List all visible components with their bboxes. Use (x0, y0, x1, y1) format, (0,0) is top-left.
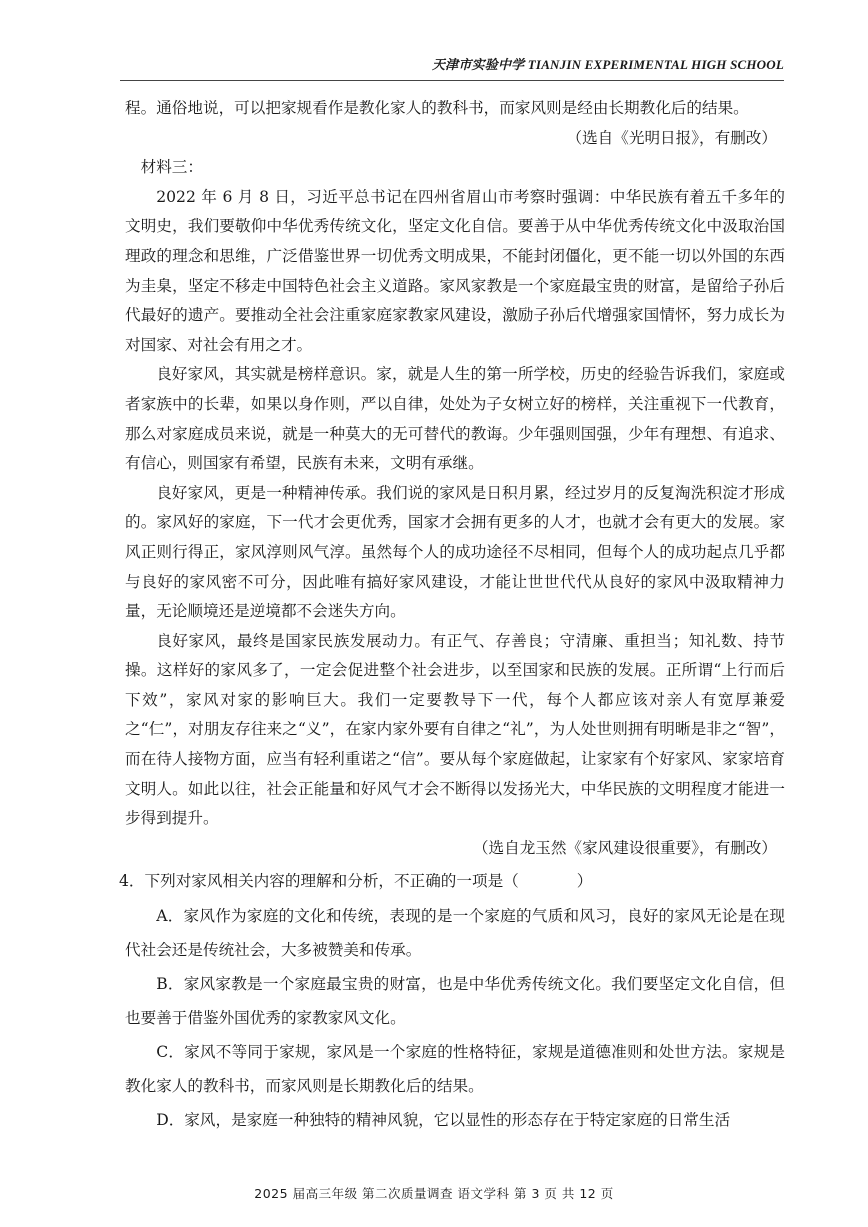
question-4-stem (119, 867, 785, 897)
option-a: A．家风作为家庭的文化和传统，表现的是一个家庭的气质和风习，良好的家风无论是在现代社会还是传统社会，大多被赞美和传承。 (125, 907, 785, 960)
header-divider (120, 80, 784, 81)
question-close: ） (576, 872, 593, 891)
material-3-label: 材料三： (140, 158, 203, 177)
question-text: 下列对家风相关内容的理解和分析，不正确的一项是（ (144, 872, 519, 891)
source-citation-1: （选自《光明日报》，有删改） (566, 128, 777, 147)
paragraph-2: 良好家风，其实就是榜样意识。家，就是人生的第一所学校，历史的经验告诉我们，家庭或者家族中的长辈，如果以身作则，严以自律，处处为子女树立好的榜样，关注重视下一代教育，那么对家庭成员来说，就是一种莫大的无可替代的教诲。少年强则国强，少年有理想、有追求、有信心，则国家有希望，民族有未来，文明有承继。 (125, 365, 785, 473)
passage-continuation: 程。通俗地说，可以把家规看作是教化家人的教科书，而家风则是经由长期教化后的结果。 (125, 99, 749, 117)
option-b: B．家风家教是一个家庭最宝贵的财富，也是中华优秀传统文化。我们要坚定文化自信，但也要善于借鉴外国优秀的家教家风文化。 (125, 975, 785, 1028)
paragraph-4: 良好家风，最终是国家民族发展动力。有正气、存善良；守清廉、重担当；知礼数、持节操。这样好的家风多了，一定会促进整个社会进步，以至国家和民族的发展。正所谓“上行而后下效”，家风对家的影响巨大。我们一定要教导下一代，每个人都应该对亲人有宽厚兼爱之“仁”，对朋友存往来之“义”，在家内家外要有自律之“礼”，为人处世则拥有明晰是非之“智”，而在待人接物方面，应当有轻利重诺之“信”。要从每个家庭做起，让家家有个好家风、家家培育文明人。如此以往，社会正能量和好风气才会不断得以发扬光大，中华民族的文明程度才能进一步得到提升。 (125, 631, 785, 828)
page-content (119, 94, 785, 1137)
option-d: D．家风，是家庭一种独特的精神风貌，它以显性的形态存在于特定家庭的日常生活 (156, 1111, 731, 1130)
paragraph-1: 2022 年 6 月 8 日，习近平总书记在四州省眉山市考察时强调：中华民族有着五千多年的文明史，我们要敬仰中华优秀传统文化，坚定文化自信。要善于从中华优秀传统文化中汲取治国理政的理念和思维，广泛借鉴世界一切优秀文明成果，不能封闭僵化，更不能一切以外国的东西为圭臬，坚定不移走中国特色社会主义道路。家风家教是一个家庭最宝贵的财富，是留给子孙后代最好的遗产。要推动全社会注重家庭家教家风建设，激励子孙后代增强家国情怀，努力成长为对国家、对社会有用之才。 (125, 187, 785, 354)
source-citation-2: （选自龙玉然《家风建设很重要》，有删改） (472, 838, 777, 857)
page-footer: 2025 届高三年级 第二次质量调查 语文学科 第 3 页 共 12 页 (254, 1186, 614, 1201)
school-header: 天津市实验中学 TIANJIN EXPERIMENTAL HIGH SCHOOL (431, 57, 784, 72)
option-c: C．家风不等同于家规，家风是一个家庭的性格特征，家规是道德准则和处世方法。家规是教化家人的教科书，而家风则是长期教化后的结果。 (125, 1043, 785, 1096)
question-number: 4． (119, 872, 145, 891)
paragraph-3: 良好家风，更是一种精神传承。我们说的家风是日积月累，经过岁月的反复淘洗积淀才形成的。家风好的家庭，下一代才会更优秀，国家才会拥有更多的人才，也就才会有更大的发展。家风正则行得正，家风淳则风气淳。虽然每个人的成功途径不尽相同，但每个人的成功起点几乎都与良好的家风密不可分，因此唯有搞好家风建设，才能让世世代代从良好的家风中汲取精神力量，无论顺境还是逆境都不会迷失方向。 (125, 483, 785, 621)
